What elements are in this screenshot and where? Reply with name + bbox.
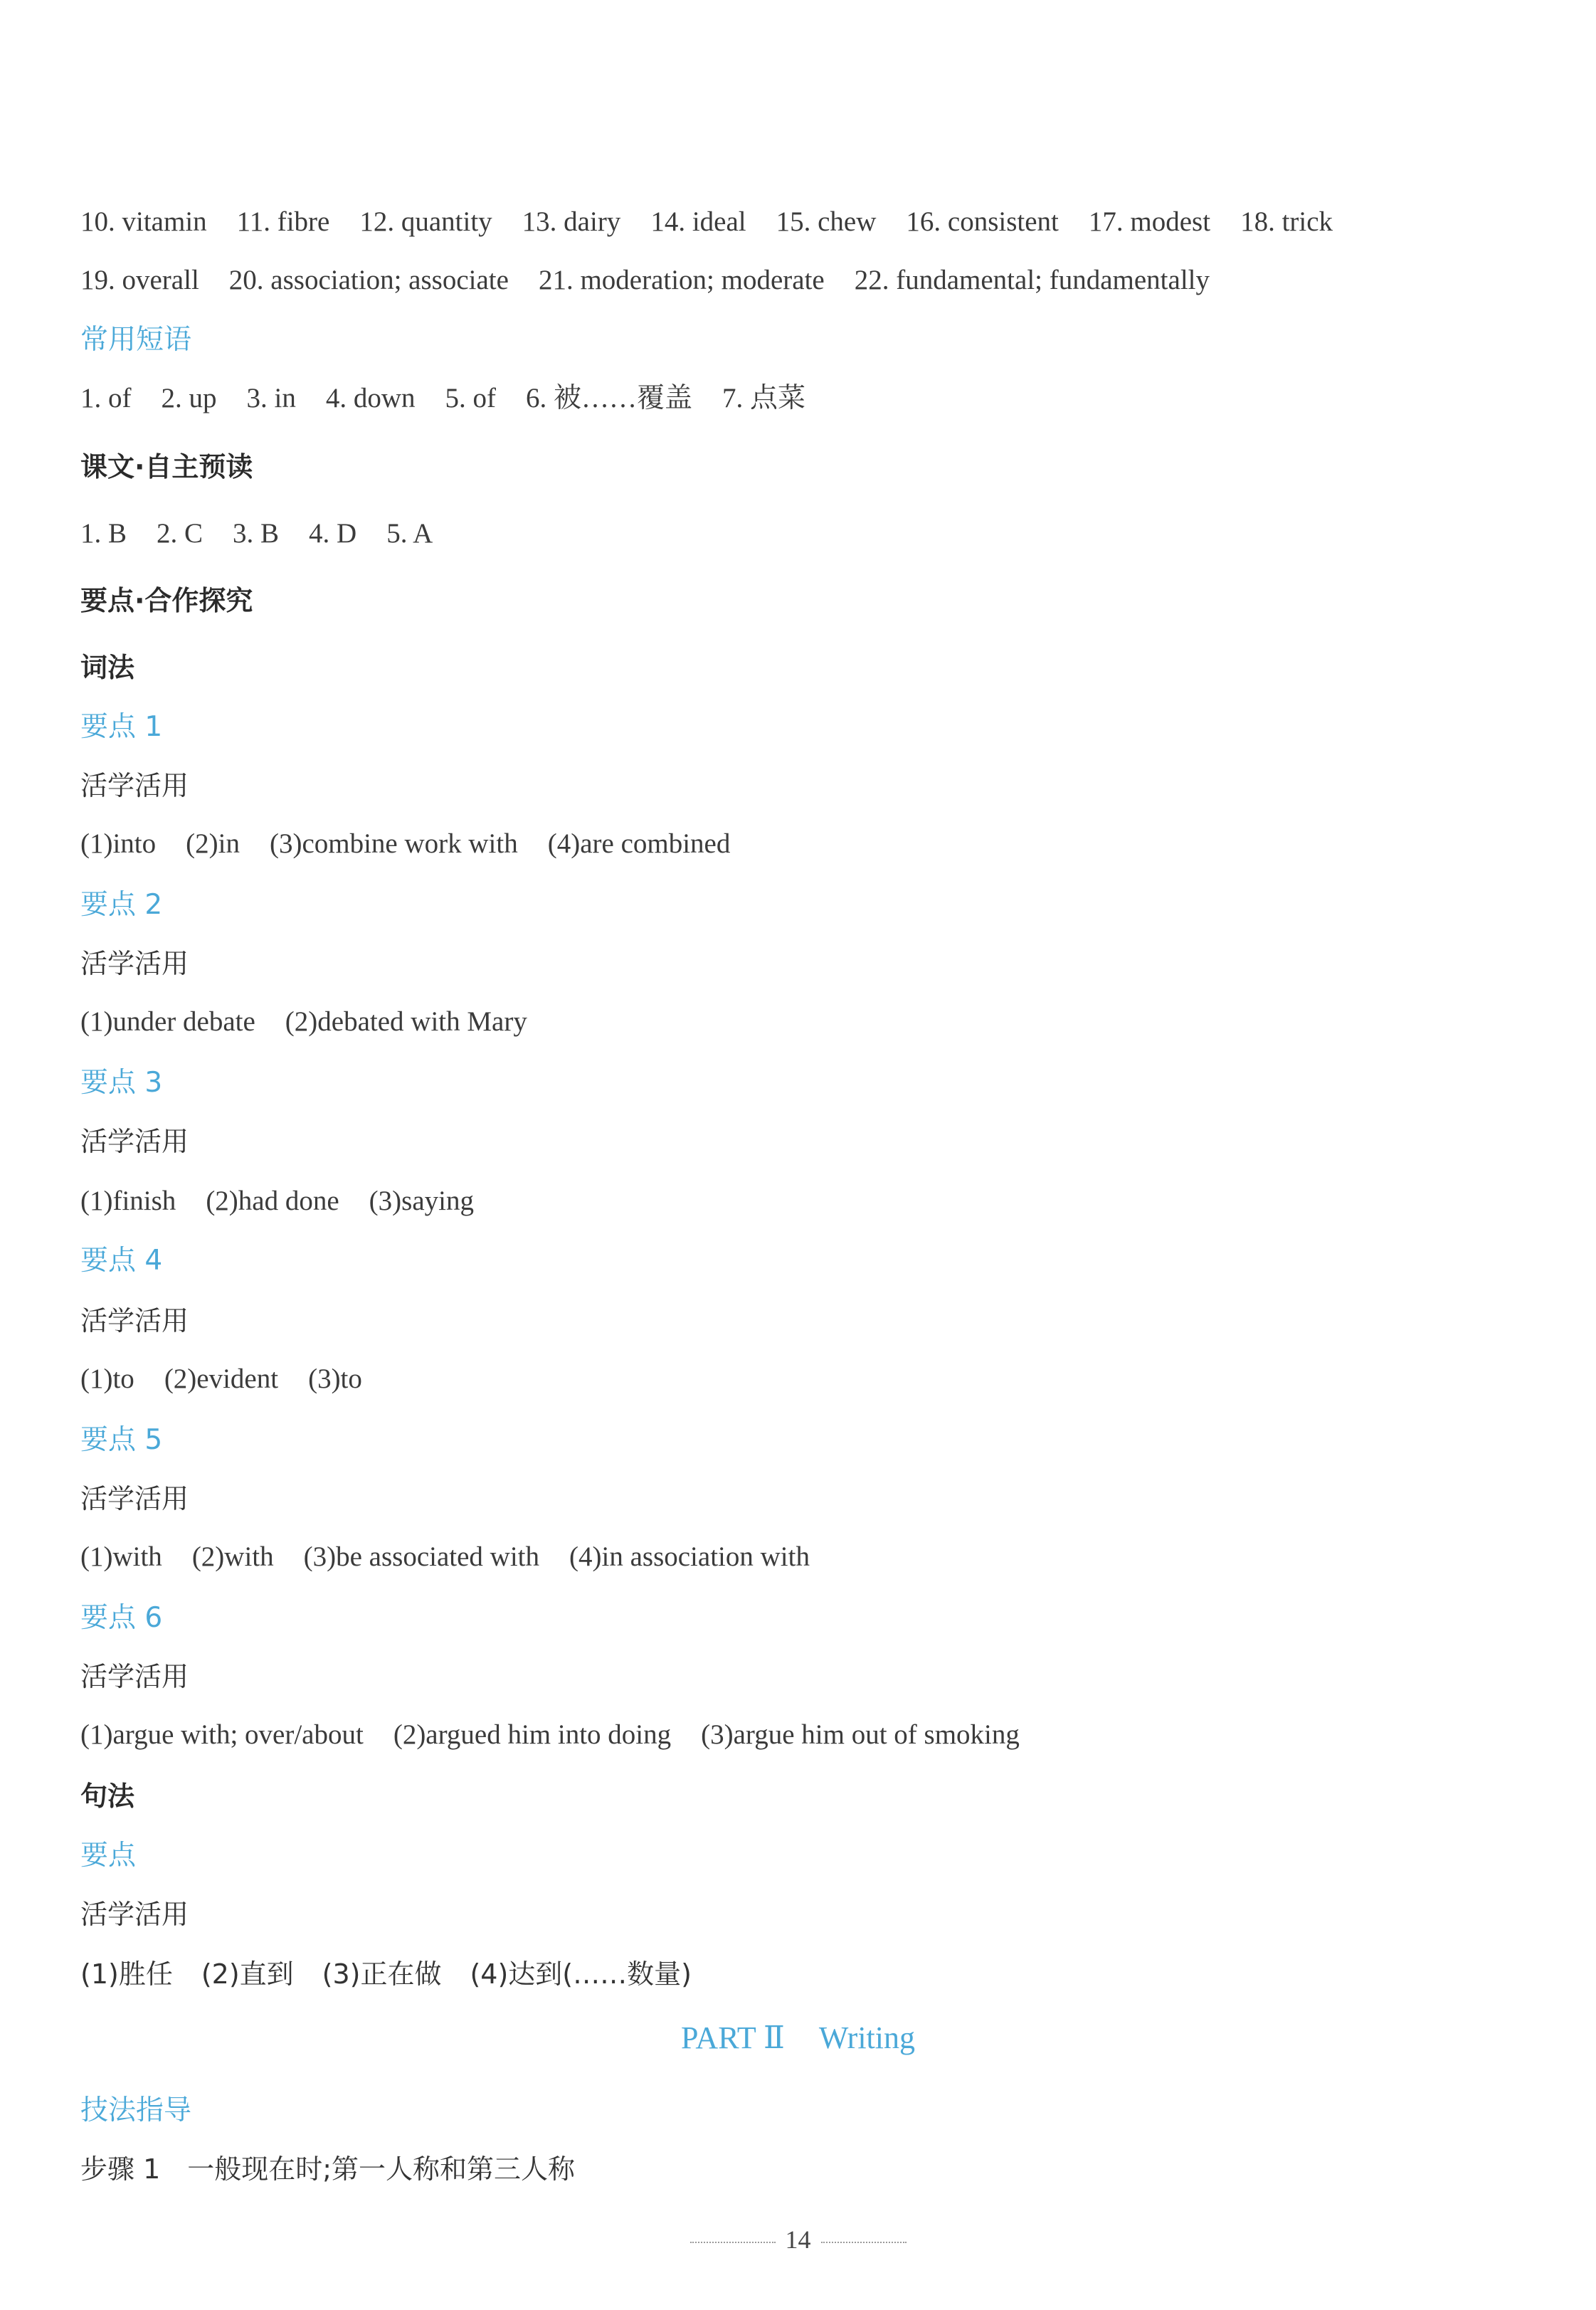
answer-item: 5. A [386,518,433,549]
skills-heading: 技法指导 [80,2094,192,2126]
answer-item: (4)达到(……数量) [470,1958,692,1990]
answer-item: 12. quantity [359,206,492,237]
practice-label: 活学活用 [80,1661,189,1692]
point-title: 要点 6 [80,1602,163,1634]
answer-item: 5. of [445,383,497,413]
answer-item: 6. 被……覆盖 [526,383,693,413]
answer-item: 14. ideal [650,206,746,237]
answer-item: 2. up [161,383,217,413]
answer-item: (2)argued him into doing [393,1719,672,1750]
answer-item: (1)into [80,828,157,859]
answer-item: (4)are combined [547,828,731,859]
footer-divider-left [690,2242,776,2243]
part-label: PART Ⅱ [681,2020,785,2055]
answer-item: 22. fundamental; fundamentally [854,265,1210,295]
answer-item: 13. dairy [522,206,621,237]
point-answers [80,1184,474,1218]
practice-label: 活学活用 [80,770,189,801]
answer-item: 4. D [309,518,357,549]
phrases-answers [80,381,805,416]
answer-item: 1. B [80,518,127,549]
point-title: 要点 [80,1840,137,1872]
syntax-answers [80,1957,692,1991]
answer-item: (2)in [186,828,240,859]
phrases-heading: 常用短语 [80,324,192,356]
answer-item: (3)saying [369,1186,474,1216]
text-preview-answers [80,517,433,551]
point-title: 要点 5 [80,1424,163,1456]
answer-item: (2)with [191,1541,274,1572]
vocab-answers-line-1 [80,205,1333,239]
answer-item: (1)胜任 [80,1958,173,1990]
page-footer [0,2225,1596,2254]
answer-item: 10. vitamin [80,206,207,237]
point-answers [80,1005,527,1039]
answer-item: (1)finish [80,1186,176,1216]
practice-label: 活学活用 [80,1126,189,1157]
practice-label: 活学活用 [80,1483,189,1514]
answer-item: 18. trick [1240,206,1333,237]
practice-label: 活学活用 [80,948,189,979]
answer-item: (2)had done [206,1186,339,1216]
page-number: 14 [785,2225,811,2254]
answer-item: 17. modest [1088,206,1211,237]
answer-item: (1)argue with; over/about [80,1719,364,1750]
answer-item: (3)be associated with [303,1541,540,1572]
point-answers [80,1718,1020,1752]
point-answers [80,1540,810,1574]
answer-item: (2)直到 [201,1958,294,1990]
point-title: 要点 1 [80,711,163,743]
answer-item: (1)under debate [80,1006,255,1037]
part-title: Writing [818,2020,915,2055]
answer-item: 3. B [233,518,280,549]
answer-item: 20. association; associate [228,265,509,295]
practice-label: 活学活用 [80,1899,189,1930]
answer-item: (1)with [80,1541,162,1572]
point-title: 要点 4 [80,1245,163,1277]
point-answers [80,1362,362,1396]
syntax-section-heading: 句法 [80,1781,135,1812]
answer-item: 7. 点菜 [722,383,806,413]
practice-label: 活学活用 [80,1305,189,1336]
point-title: 要点 3 [80,1067,163,1099]
keypoints-heading: 要点·合作探究 [80,585,253,616]
answer-item: 21. moderation; moderate [538,265,825,295]
answer-item: 19. overall [80,265,199,295]
point-answers [80,827,730,861]
vocab-answers-line-2 [80,263,1210,297]
answer-item: (2)evident [164,1364,279,1394]
answer-item: (2)debated with Mary [285,1006,527,1037]
answer-item: 2. C [157,518,204,549]
answer-item: 1. of [80,383,132,413]
text-preview-heading: 课文·自主预读 [80,451,253,482]
answer-item: 11. fibre [236,206,330,237]
answer-item: (3)正在做 [322,1958,442,1990]
vocab-section-heading: 词法 [80,652,135,683]
step-1: 步骤 1 一般现在时;第一人称和第三人称 [80,2153,576,2185]
answer-item: (3)combine work with [269,828,518,859]
footer-divider-right [821,2242,907,2243]
answer-item: 16. consistent [906,206,1059,237]
answer-item: 15. chew [776,206,877,237]
part-heading [0,2020,1596,2057]
answer-item: (3)argue him out of smoking [701,1719,1020,1750]
answer-item: (3)to [308,1364,362,1394]
point-title: 要点 2 [80,889,163,921]
answer-item: 3. in [246,383,296,413]
answer-item: 4. down [325,383,416,413]
answer-item: (1)to [80,1364,134,1394]
answer-item: (4)in association with [569,1541,810,1572]
